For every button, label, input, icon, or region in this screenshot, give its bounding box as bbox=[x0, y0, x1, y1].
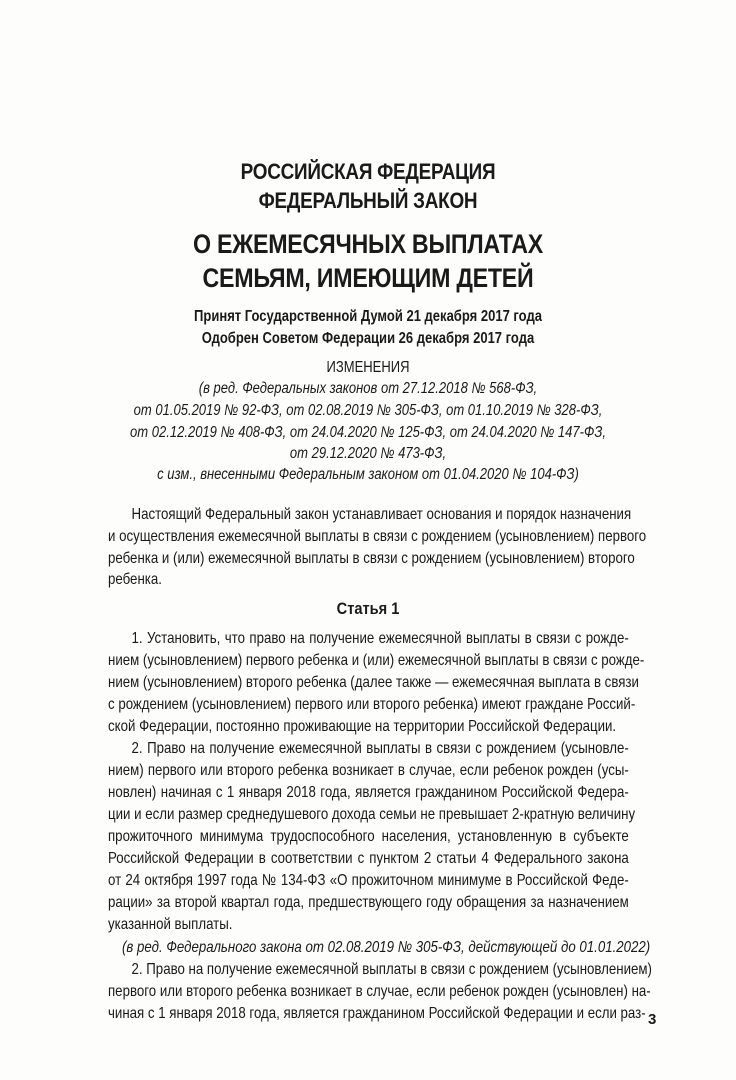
paragraph-1-line: 1. Установить, что право на получение ежемесячной выплаты в связи с рожде- bbox=[131, 630, 629, 647]
law-title-line-1: О ЕЖЕМЕСЯЧНЫХ ВЫПЛАТАХ bbox=[193, 229, 543, 259]
paragraph-1-line: с рождением (усыновлением) первого или второго ребенка) имеют граждане Россий- bbox=[108, 696, 636, 713]
article-title: Статья 1 bbox=[336, 599, 400, 618]
paragraph-3-line: 2. Право на получение ежемесячной выплаты в связи с рождением (усыновлением) bbox=[131, 961, 652, 978]
law-title-line-2: СЕМЬЯМ, ИМЕЮЩИМ ДЕТЕЙ bbox=[202, 263, 534, 293]
paragraph-1-line: ской Федерации, постоянно проживающие на территории Российской Федерации. bbox=[108, 718, 617, 735]
changes-line: от 02.12.2019 № 408-ФЗ, от 24.04.2020 № 125-ФЗ, от 24.04.2020 № 147-ФЗ, bbox=[130, 424, 606, 441]
preamble-line: и осуществления ежемесячной выплаты в связи с рождением (усыновлением) первого bbox=[108, 528, 647, 545]
changes-line: с изм., внесенными Федеральным законом от 01.04.2020 № 104-ФЗ) bbox=[157, 466, 579, 483]
adopted-duma: Принят Государственной Думой 21 декабря 2017 года bbox=[194, 308, 542, 325]
paragraph-2-line: указанной выплаты. bbox=[108, 916, 233, 933]
preamble-line: Настоящий Федеральный закон устанавливает основания и порядок назначения bbox=[131, 506, 632, 523]
paragraph-3-line: первого или второго ребенка возникает в случае, если ребенок рожден (усыновлен) на- bbox=[108, 983, 651, 1000]
paragraph-2-line: рации» за второй квартал года, предшествующего году обращения за назначением bbox=[108, 894, 629, 911]
paragraph-2-line: ции и если размер среднедушевого дохода семьи не превышает 2-кратную величину bbox=[108, 806, 636, 823]
header-country: РОССИЙСКАЯ ФЕДЕРАЦИЯ bbox=[240, 159, 496, 184]
paragraph-3-line: чиная с 1 января 2018 года, является гражданином Российской Федерации и если раз- bbox=[108, 1005, 646, 1022]
header-law-type: ФЕДЕРАЛЬНЫЙ ЗАКОН bbox=[258, 188, 478, 213]
paragraph-2-line: от 24 октября 1997 года № 134-ФЗ «О прожиточном минимуме в Российской Феде- bbox=[108, 872, 629, 889]
preamble-line: ребенка. bbox=[108, 571, 162, 588]
changes-line: (в ред. Федеральных законов от 27.12.2018 № 568-ФЗ, bbox=[198, 380, 538, 397]
paragraph-2-line: новлен) начиная с 1 января 2018 года, является гражданином Российской Федера- bbox=[108, 784, 629, 801]
approved-council: Одобрен Советом Федерации 26 декабря 2017 года bbox=[201, 330, 535, 347]
paragraph-2-line: нием) первого или второго ребенка возникает в случае, если ребенок рожден (усы- bbox=[108, 762, 629, 779]
changes-title: ИЗМЕНЕНИЯ bbox=[326, 359, 410, 376]
paragraph-2-line: Российской Федерации в соответствии с пунктом 2 статьи 4 Федерального закона bbox=[108, 850, 629, 867]
changes-line: от 29.12.2020 № 473-ФЗ, bbox=[289, 445, 447, 462]
paragraph-2-line: 2. Право на получение ежемесячной выплаты в связи с рождением (усыновле- bbox=[131, 740, 629, 757]
changes-line: от 01.05.2019 № 92-ФЗ, от 02.08.2019 № 305-ФЗ, от 01.10.2019 № 328-ФЗ, bbox=[133, 402, 603, 419]
paragraph-1-line: нием (усыновлением) второго ребенка (далее также — ежемесячная выплата в связи bbox=[108, 674, 639, 691]
edition-note: (в ред. Федерального закона от 02.08.2019 № 305-ФЗ, действующей до 01.01.2022) bbox=[122, 939, 651, 956]
paragraph-1-line: нием (усыновлением) первого ребенка и (или) ежемесячной выплаты в связи с рожде- bbox=[108, 652, 645, 669]
page-number: 3 bbox=[648, 1011, 657, 1028]
paragraph-2-line: прожиточного минимума трудоспособного населения, установленную в субъекте bbox=[108, 828, 629, 845]
preamble-line: ребенка и (или) ежемесячной выплаты в связи с рождением (усыновлением) второго bbox=[108, 550, 635, 567]
